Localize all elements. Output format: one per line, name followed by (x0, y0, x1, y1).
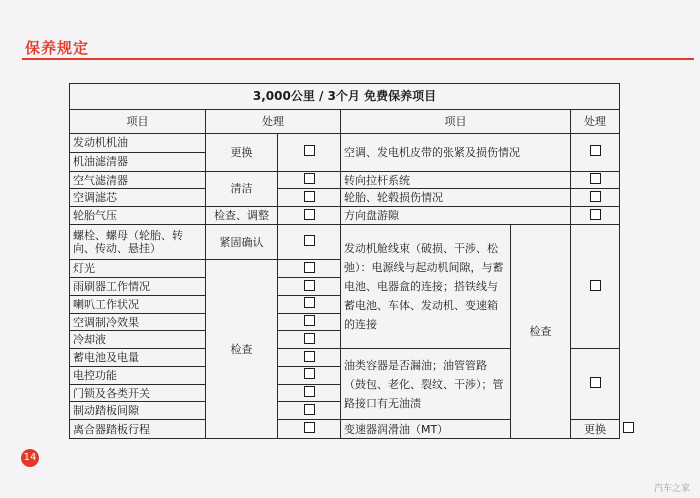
checkbox-icon (304, 235, 315, 246)
checkbox[interactable] (278, 384, 341, 402)
checkbox[interactable] (278, 171, 341, 189)
right-item: 油类容器是否漏油；油管管路（鼓包、老化、裂纹、干涉）；管路接口有无油渍 (341, 349, 511, 420)
checkbox-icon (590, 145, 601, 156)
right-item: 转向拉杆系统 (341, 171, 571, 189)
page-number-badge: 14 (21, 449, 39, 467)
left-action: 清洁 (206, 171, 278, 207)
checkbox-icon (304, 297, 315, 308)
checkbox-icon (590, 191, 601, 202)
left-action: 紧固确认 (206, 224, 278, 260)
right-item: 变速器润滑油（MT） (341, 420, 511, 439)
page-title: 保养规定 (25, 39, 90, 57)
checkbox-icon (590, 377, 601, 388)
checkbox-icon (304, 333, 315, 344)
checkbox[interactable] (278, 207, 341, 225)
column-header-item: 项目 (341, 110, 571, 134)
right-item: 方向盘游隙 (341, 207, 571, 225)
checkbox[interactable] (278, 420, 341, 439)
left-action: 检查、调整 (206, 207, 278, 225)
checkbox[interactable] (278, 260, 341, 278)
left-item: 机油滤清器 (70, 152, 206, 171)
checkbox-icon (304, 351, 315, 362)
checkbox[interactable] (278, 278, 341, 296)
table-caption: 3,000公里 / 3个月 免费保养项目 (70, 84, 620, 110)
checkbox-icon (304, 422, 315, 433)
checkbox-icon (304, 404, 315, 415)
checkbox-icon (304, 191, 315, 202)
checkbox[interactable] (571, 224, 620, 348)
right-item: 轮胎、轮毂损伤情况 (341, 189, 571, 207)
checkbox-icon (304, 145, 315, 156)
checkbox-icon (304, 315, 315, 326)
checkbox[interactable] (278, 366, 341, 384)
checkbox[interactable] (571, 134, 620, 172)
checkbox-icon (590, 173, 601, 184)
left-action: 检查 (206, 260, 278, 439)
column-header-action: 处理 (571, 110, 620, 134)
checkbox[interactable] (278, 224, 341, 260)
left-item: 轮胎气压 (70, 207, 206, 225)
left-item: 空气滤清器 (70, 171, 206, 189)
right-action: 检查 (511, 224, 571, 438)
checkbox[interactable] (278, 313, 341, 331)
checkbox-icon (590, 280, 601, 291)
checkbox-icon (304, 386, 315, 397)
column-header-item: 项目 (70, 110, 206, 134)
left-item: 冷却液 (70, 331, 206, 349)
checkbox[interactable] (278, 402, 341, 420)
checkbox-icon (304, 280, 315, 291)
right-action: 更换 (571, 420, 620, 439)
checkbox[interactable] (278, 189, 341, 207)
left-item: 门锁及各类开关 (70, 384, 206, 402)
checkbox-icon (304, 262, 315, 273)
checkbox-icon (590, 209, 601, 220)
left-item: 空调滤芯 (70, 189, 206, 207)
left-item: 喇叭工作状况 (70, 295, 206, 313)
left-item: 雨刷器工作情况 (70, 278, 206, 296)
left-item: 发动机机油 (70, 134, 206, 153)
left-item: 蓄电池及电量 (70, 349, 206, 367)
checkbox[interactable] (278, 295, 341, 313)
left-item: 灯光 (70, 260, 206, 278)
checkbox[interactable] (571, 189, 620, 207)
checkbox[interactable] (278, 349, 341, 367)
left-item: 空调制冷效果 (70, 313, 206, 331)
right-item: 空调、发电机皮带的张紧及损伤情况 (341, 134, 571, 172)
checkbox[interactable] (571, 207, 620, 225)
maintenance-table (69, 83, 620, 439)
checkbox[interactable] (571, 349, 620, 420)
checkbox[interactable] (278, 331, 341, 349)
checkbox-icon (304, 173, 315, 184)
checkbox[interactable] (278, 134, 341, 172)
checkbox-icon (304, 209, 315, 220)
column-header-action: 处理 (206, 110, 341, 134)
left-item: 电控功能 (70, 366, 206, 384)
left-action: 更换 (206, 134, 278, 172)
title-divider (22, 58, 694, 60)
checkbox[interactable] (571, 171, 620, 189)
checkbox-icon (304, 368, 315, 379)
left-item: 制动踏板间隙 (70, 402, 206, 420)
watermark: 汽车之家 (653, 484, 690, 494)
left-item: 离合器踏板行程 (70, 420, 206, 439)
left-item: 螺栓、螺母（轮胎、转向、传动、悬挂） (70, 224, 206, 260)
right-item: 发动机舱线束（破损、干涉、松弛）：电源线与起动机间隙，与蓄电池、电器盒的连接；搭铁线与蓄电池、车体、发动机、变速箱的连接 (341, 224, 511, 348)
checkbox-icon (623, 422, 634, 433)
